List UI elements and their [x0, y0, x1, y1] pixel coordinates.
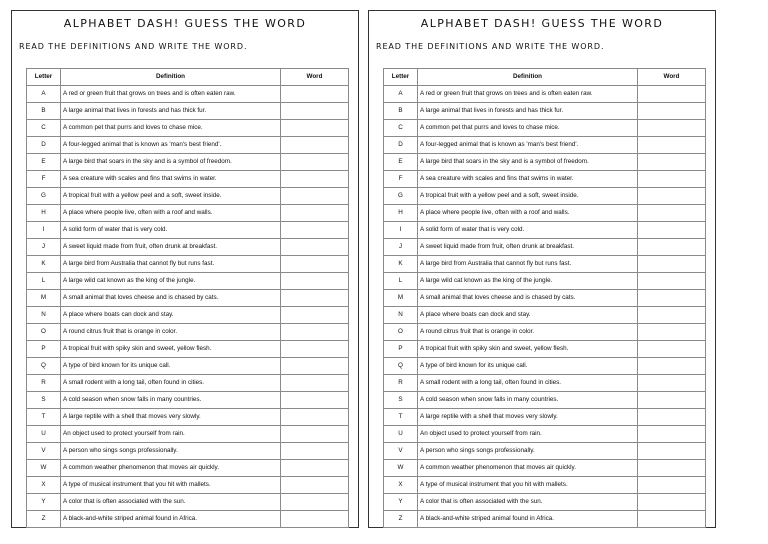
- letter-cell: R: [27, 375, 61, 392]
- letter-cell: I: [27, 222, 61, 239]
- word-answer-cell[interactable]: [638, 239, 706, 256]
- header-letter: Letter: [384, 69, 418, 86]
- table-row: [27, 443, 349, 460]
- letter-cell: Q: [384, 358, 418, 375]
- word-answer-cell[interactable]: [638, 392, 706, 409]
- letter-cell: Z: [27, 511, 61, 528]
- letter-cell: N: [27, 307, 61, 324]
- definition-cell: A large animal that lives in forests and has thick fur.: [61, 103, 281, 120]
- letter-cell: J: [384, 239, 418, 256]
- letter-cell: X: [27, 477, 61, 494]
- definition-cell: A common pet that purrs and loves to chase mice.: [61, 120, 281, 137]
- letter-cell: O: [27, 324, 61, 341]
- word-answer-cell[interactable]: [638, 307, 706, 324]
- table-row: [384, 154, 706, 171]
- letter-cell: W: [27, 460, 61, 477]
- letter-cell: Q: [27, 358, 61, 375]
- definition-cell: A sweet liquid made from fruit, often drunk at breakfast.: [418, 239, 638, 256]
- definition-cell: A large wild cat known as the king of the jungle.: [418, 273, 638, 290]
- table-row: [27, 222, 349, 239]
- table-row: [27, 256, 349, 273]
- letter-cell: U: [27, 426, 61, 443]
- definition-cell: A round citrus fruit that is orange in color.: [61, 324, 281, 341]
- letter-cell: P: [384, 341, 418, 358]
- word-answer-cell[interactable]: [281, 103, 349, 120]
- header-letter: Letter: [27, 69, 61, 86]
- word-answer-cell[interactable]: [281, 324, 349, 341]
- worksheet-title: ALPHABET DASH! GUESS THE WORD: [420, 17, 664, 30]
- worksheet-instruction: READ THE DEFINITIONS AND WRITE THE WORD.: [19, 42, 248, 51]
- table-row: [27, 375, 349, 392]
- worksheet-left: [11, 10, 359, 528]
- table-row: [384, 222, 706, 239]
- definition-cell: A place where boats can dock and stay.: [418, 307, 638, 324]
- definition-cell: A solid form of water that is very cold.: [61, 222, 281, 239]
- word-answer-cell[interactable]: [638, 86, 706, 103]
- definition-cell: A type of bird known for its unique call.: [418, 358, 638, 375]
- letter-cell: L: [27, 273, 61, 290]
- definitions-table: [26, 68, 349, 528]
- table-row: [27, 171, 349, 188]
- word-answer-cell[interactable]: [638, 188, 706, 205]
- letter-cell: T: [27, 409, 61, 426]
- word-answer-cell[interactable]: [638, 137, 706, 154]
- letter-cell: L: [384, 273, 418, 290]
- definition-cell: An object used to protect yourself from rain.: [418, 426, 638, 443]
- letter-cell: G: [384, 188, 418, 205]
- definition-cell: A large wild cat known as the king of the jungle.: [61, 273, 281, 290]
- worksheet-right: [368, 10, 716, 528]
- letter-cell: K: [384, 256, 418, 273]
- definition-cell: A black-and-white striped animal found in Africa.: [61, 511, 281, 528]
- word-answer-cell[interactable]: [281, 222, 349, 239]
- table-row: [384, 460, 706, 477]
- letter-cell: C: [384, 120, 418, 137]
- table-row: [384, 239, 706, 256]
- letter-cell: E: [27, 154, 61, 171]
- definition-cell: A sea creature with scales and fins that swims in water.: [61, 171, 281, 188]
- letter-cell: M: [27, 290, 61, 307]
- definition-cell: A cold season when snow falls in many countries.: [418, 392, 638, 409]
- letter-cell: P: [27, 341, 61, 358]
- definition-cell: A black-and-white striped animal found in Africa.: [418, 511, 638, 528]
- letter-cell: C: [27, 120, 61, 137]
- table-body: [384, 86, 706, 528]
- letter-cell: O: [384, 324, 418, 341]
- table-row: [27, 154, 349, 171]
- definition-cell: A round citrus fruit that is orange in color.: [418, 324, 638, 341]
- table-row: [384, 324, 706, 341]
- table-row: [27, 103, 349, 120]
- word-answer-cell[interactable]: [638, 443, 706, 460]
- word-answer-cell[interactable]: [638, 154, 706, 171]
- letter-cell: S: [384, 392, 418, 409]
- table-row: [27, 409, 349, 426]
- table-row: [384, 137, 706, 154]
- word-answer-cell[interactable]: [281, 273, 349, 290]
- word-answer-cell[interactable]: [638, 460, 706, 477]
- word-answer-cell[interactable]: [281, 256, 349, 273]
- table-row: [384, 341, 706, 358]
- header-definition: Definition: [418, 69, 638, 86]
- table-row: [384, 477, 706, 494]
- table-row: [27, 426, 349, 443]
- word-answer-cell[interactable]: [638, 511, 706, 528]
- table-row: [27, 324, 349, 341]
- table-row: [27, 273, 349, 290]
- definition-cell: A large bird that soars in the sky and is a symbol of freedom.: [418, 154, 638, 171]
- definition-cell: A four-legged animal that is known as 'man's best friend'.: [61, 137, 281, 154]
- definition-cell: A small animal that loves cheese and is chased by cats.: [418, 290, 638, 307]
- definition-cell: A red or green fruit that grows on trees and is often eaten raw.: [61, 86, 281, 103]
- table-body: [27, 86, 349, 528]
- table-row: [384, 273, 706, 290]
- table-row: [384, 426, 706, 443]
- definition-cell: A common weather phenomenon that moves air quickly.: [61, 460, 281, 477]
- letter-cell: E: [384, 154, 418, 171]
- definition-cell: A type of bird known for its unique call.: [61, 358, 281, 375]
- letter-cell: A: [27, 86, 61, 103]
- letter-cell: Y: [27, 494, 61, 511]
- table-row: [384, 409, 706, 426]
- letter-cell: R: [384, 375, 418, 392]
- definition-cell: A place where people live, often with a roof and walls.: [418, 205, 638, 222]
- letter-cell: V: [27, 443, 61, 460]
- word-answer-cell[interactable]: [638, 426, 706, 443]
- letter-cell: Y: [384, 494, 418, 511]
- definition-cell: A red or green fruit that grows on trees and is often eaten raw.: [418, 86, 638, 103]
- header-word: Word: [281, 69, 349, 86]
- word-answer-cell[interactable]: [281, 137, 349, 154]
- table-row: [384, 103, 706, 120]
- worksheet-instruction: READ THE DEFINITIONS AND WRITE THE WORD.: [376, 42, 605, 51]
- table-row: [384, 120, 706, 137]
- word-answer-cell[interactable]: [281, 460, 349, 477]
- definition-cell: A large bird that soars in the sky and is a symbol of freedom.: [61, 154, 281, 171]
- header-definition: Definition: [61, 69, 281, 86]
- definition-cell: A color that is often associated with the sun.: [61, 494, 281, 511]
- word-answer-cell[interactable]: [281, 86, 349, 103]
- word-answer-cell[interactable]: [638, 273, 706, 290]
- definition-cell: A person who sings songs professionally.: [61, 443, 281, 460]
- word-answer-cell[interactable]: [281, 205, 349, 222]
- letter-cell: J: [27, 239, 61, 256]
- table-row: [384, 256, 706, 273]
- table-header-row: [27, 69, 349, 86]
- definition-cell: An object used to protect yourself from rain.: [61, 426, 281, 443]
- letter-cell: A: [384, 86, 418, 103]
- word-answer-cell[interactable]: [281, 511, 349, 528]
- table-row: [384, 494, 706, 511]
- definition-cell: A place where boats can dock and stay.: [61, 307, 281, 324]
- letter-cell: Z: [384, 511, 418, 528]
- word-answer-cell[interactable]: [281, 477, 349, 494]
- definition-cell: A cold season when snow falls in many countries.: [61, 392, 281, 409]
- definition-cell: A person who sings songs professionally.: [418, 443, 638, 460]
- table-row: [384, 290, 706, 307]
- letter-cell: V: [384, 443, 418, 460]
- table-row: [384, 188, 706, 205]
- word-answer-cell[interactable]: [281, 120, 349, 137]
- definition-cell: A large animal that lives in forests and has thick fur.: [418, 103, 638, 120]
- word-answer-cell[interactable]: [638, 341, 706, 358]
- table-row: [27, 460, 349, 477]
- definition-cell: A four-legged animal that is known as 'man's best friend'.: [418, 137, 638, 154]
- word-answer-cell[interactable]: [638, 358, 706, 375]
- definition-cell: A sweet liquid made from fruit, often drunk at breakfast.: [61, 239, 281, 256]
- word-answer-cell[interactable]: [638, 494, 706, 511]
- definition-cell: A type of musical instrument that you hit with mallets.: [61, 477, 281, 494]
- letter-cell: K: [27, 256, 61, 273]
- definition-cell: A small rodent with a long tail, often found in cities.: [61, 375, 281, 392]
- table-row: [27, 205, 349, 222]
- letter-cell: H: [27, 205, 61, 222]
- table-row: [27, 239, 349, 256]
- word-answer-cell[interactable]: [281, 409, 349, 426]
- table-row: [27, 358, 349, 375]
- word-answer-cell[interactable]: [281, 239, 349, 256]
- word-answer-cell[interactable]: [281, 154, 349, 171]
- table-row: [384, 443, 706, 460]
- word-answer-cell[interactable]: [638, 324, 706, 341]
- word-answer-cell[interactable]: [281, 494, 349, 511]
- word-answer-cell[interactable]: [281, 341, 349, 358]
- definition-cell: A common pet that purrs and loves to chase mice.: [418, 120, 638, 137]
- table-row: [384, 171, 706, 188]
- letter-cell: G: [27, 188, 61, 205]
- table-row: [27, 120, 349, 137]
- table-row: [384, 205, 706, 222]
- header-word: Word: [638, 69, 706, 86]
- table-row: [27, 86, 349, 103]
- definition-cell: A large bird from Australia that cannot fly but runs fast.: [418, 256, 638, 273]
- definition-cell: A small animal that loves cheese and is chased by cats.: [61, 290, 281, 307]
- word-answer-cell[interactable]: [638, 375, 706, 392]
- word-answer-cell[interactable]: [281, 443, 349, 460]
- table-row: [27, 494, 349, 511]
- letter-cell: S: [27, 392, 61, 409]
- definition-cell: A small rodent with a long tail, often found in cities.: [418, 375, 638, 392]
- table-row: [27, 188, 349, 205]
- table-row: [27, 477, 349, 494]
- word-answer-cell[interactable]: [281, 171, 349, 188]
- table-row: [27, 392, 349, 409]
- word-answer-cell[interactable]: [638, 477, 706, 494]
- letter-cell: F: [384, 171, 418, 188]
- table-row: [384, 375, 706, 392]
- table-row: [384, 358, 706, 375]
- definitions-table: [383, 68, 706, 528]
- definition-cell: A common weather phenomenon that moves air quickly.: [418, 460, 638, 477]
- letter-cell: F: [27, 171, 61, 188]
- letter-cell: B: [384, 103, 418, 120]
- word-answer-cell[interactable]: [638, 120, 706, 137]
- word-answer-cell[interactable]: [281, 426, 349, 443]
- table-row: [27, 137, 349, 154]
- definition-cell: A large bird from Australia that cannot fly but runs fast.: [61, 256, 281, 273]
- letter-cell: B: [27, 103, 61, 120]
- word-answer-cell[interactable]: [281, 290, 349, 307]
- word-answer-cell[interactable]: [281, 375, 349, 392]
- definition-cell: A type of musical instrument that you hit with mallets.: [418, 477, 638, 494]
- definition-cell: A tropical fruit with spiky skin and sweet, yellow flesh.: [418, 341, 638, 358]
- table-row: [384, 307, 706, 324]
- letter-cell: H: [384, 205, 418, 222]
- word-answer-cell[interactable]: [638, 103, 706, 120]
- table-row: [384, 86, 706, 103]
- letter-cell: M: [384, 290, 418, 307]
- letter-cell: N: [384, 307, 418, 324]
- table-row: [27, 290, 349, 307]
- definition-cell: A large reptile with a shell that moves very slowly.: [418, 409, 638, 426]
- definition-cell: A sea creature with scales and fins that swims in water.: [418, 171, 638, 188]
- word-answer-cell[interactable]: [281, 358, 349, 375]
- word-answer-cell[interactable]: [638, 205, 706, 222]
- letter-cell: D: [27, 137, 61, 154]
- word-answer-cell[interactable]: [281, 307, 349, 324]
- letter-cell: D: [384, 137, 418, 154]
- definition-cell: A place where people live, often with a roof and walls.: [61, 205, 281, 222]
- letter-cell: I: [384, 222, 418, 239]
- word-answer-cell[interactable]: [281, 392, 349, 409]
- word-answer-cell[interactable]: [638, 222, 706, 239]
- definition-cell: A solid form of water that is very cold.: [418, 222, 638, 239]
- definition-cell: A tropical fruit with spiky skin and sweet, yellow flesh.: [61, 341, 281, 358]
- table-row: [384, 511, 706, 528]
- definition-cell: A tropical fruit with a yellow peel and a soft, sweet inside.: [418, 188, 638, 205]
- table-row: [27, 307, 349, 324]
- letter-cell: W: [384, 460, 418, 477]
- word-answer-cell[interactable]: [638, 171, 706, 188]
- word-answer-cell[interactable]: [638, 290, 706, 307]
- definition-cell: A tropical fruit with a yellow peel and a soft, sweet inside.: [61, 188, 281, 205]
- table-header-row: [384, 69, 706, 86]
- word-answer-cell[interactable]: [638, 409, 706, 426]
- table-row: [384, 392, 706, 409]
- word-answer-cell[interactable]: [638, 256, 706, 273]
- table-row: [27, 341, 349, 358]
- definition-cell: A color that is often associated with the sun.: [418, 494, 638, 511]
- worksheet-title: ALPHABET DASH! GUESS THE WORD: [63, 17, 307, 30]
- letter-cell: T: [384, 409, 418, 426]
- letter-cell: X: [384, 477, 418, 494]
- letter-cell: U: [384, 426, 418, 443]
- table-row: [27, 511, 349, 528]
- definition-cell: A large reptile with a shell that moves very slowly.: [61, 409, 281, 426]
- word-answer-cell[interactable]: [281, 188, 349, 205]
